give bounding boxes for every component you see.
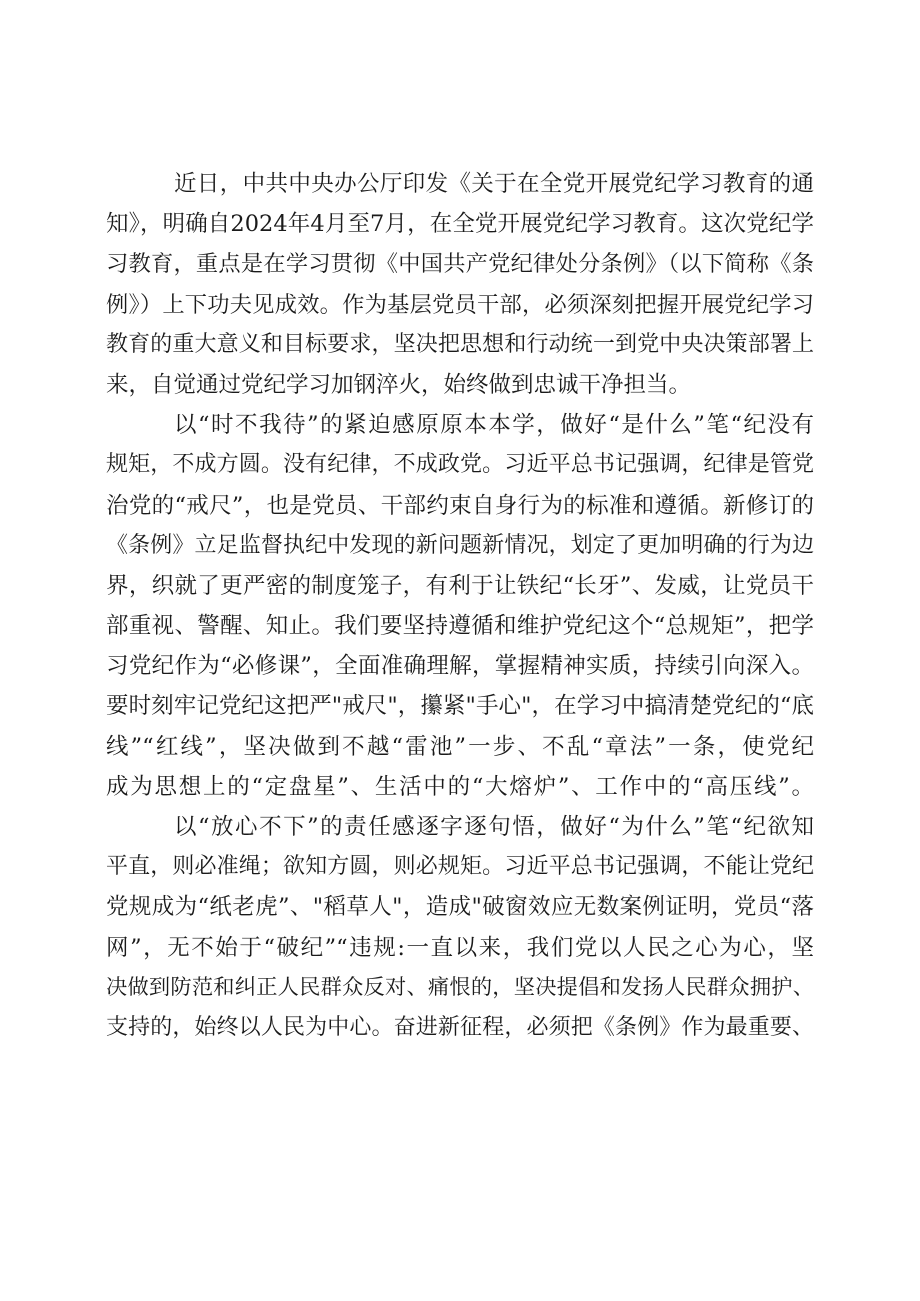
text-line: 《条例》立足监督执纪中发现的新问题新情况，划定了更加明确的行为边 <box>106 532 814 558</box>
text-line: 规矩，不成方圆。没有纪律，不成政党。习近平总书记强调，纪律是管党 <box>106 452 814 478</box>
text-line: 成为思想上的“定盘星”、生活中的“大熔炉”、工作中的“高压线”。 <box>106 773 814 800</box>
text-line: 以“放心不下”的责任感逐字逐句悟，做好“为什么”笔“纪欲知 <box>174 814 814 840</box>
text-line: 部重视、警醒、知止。我们要坚持遵循和维护党纪这个“总规矩”，把学 <box>106 613 814 640</box>
text-line: 来，自觉通过党纪学习加钢淬火，始终做到忠诚干净担当。 <box>106 371 692 398</box>
document-body <box>106 164 814 1048</box>
text-line: 教育的重大意义和目标要求，坚决把思想和行动统一到党中央决策部署上 <box>106 331 814 357</box>
text-line: 例》）上下功夫见成效。作为基层党员干部，必须深刻把握开展党纪学习 <box>106 291 814 318</box>
text-line: 习党纪作为“必修课”，全面准确理解，掌握精神实质，持续引向深入。 <box>106 653 814 680</box>
text-line: 网”，无不始于“破纪”“违规:一直以来，我们党以人民之心为心，坚 <box>106 934 814 961</box>
text-line: 党规成为“纸老虎”、"稻草人"，造成"破窗效应无数案例证明，党员“落 <box>106 894 814 921</box>
text-line: 知》，明确自2024年4月至7月，在全党开展党纪学习教育。这次党纪学 <box>106 211 814 238</box>
text-line: 支持的，始终以人民为中心。奋进新征程，必须把《条例》作为最重要、 <box>106 1014 814 1040</box>
text-line: 界，织就了更严密的制度笼子，有利于让铁纪“长牙”、发威，让党员干 <box>106 572 814 599</box>
text-line: 治党的“戒尺”，也是党员、干部约束自身行为的标准和遵循。新修订的 <box>106 492 814 519</box>
text-line: 以“时不我待”的紧迫感原原本本学，做好“是什么”笔“纪没有 <box>174 412 814 439</box>
text-line: 决做到防范和纠正人民群众反对、痛恨的，坚决提倡和发扬人民群众拥护、 <box>106 974 814 1000</box>
paragraph-1 <box>106 164 814 405</box>
text-line: 近日，中共中央办公厅印发《关于在全党开展党纪学习教育的通 <box>174 171 814 197</box>
text-line: 线”“红线”，坚决做到不越“雷池”一步、不乱“章法”一条，使党纪 <box>106 733 814 760</box>
paragraph-2 <box>106 405 814 807</box>
paragraph-3 <box>106 807 814 1048</box>
text-line: 平直，则必准绳；欲知方圆，则必规矩。习近平总书记强调，不能让党纪 <box>106 854 814 880</box>
text-line: 要时刻牢记党纪这把严"戒尺"，攥紧"手心"，在学习中搞清楚党纪的“底 <box>106 693 814 720</box>
text-line: 习教育，重点是在学习贯彻《中国共产党纪律处分条例》（以下简称《条 <box>106 251 814 278</box>
